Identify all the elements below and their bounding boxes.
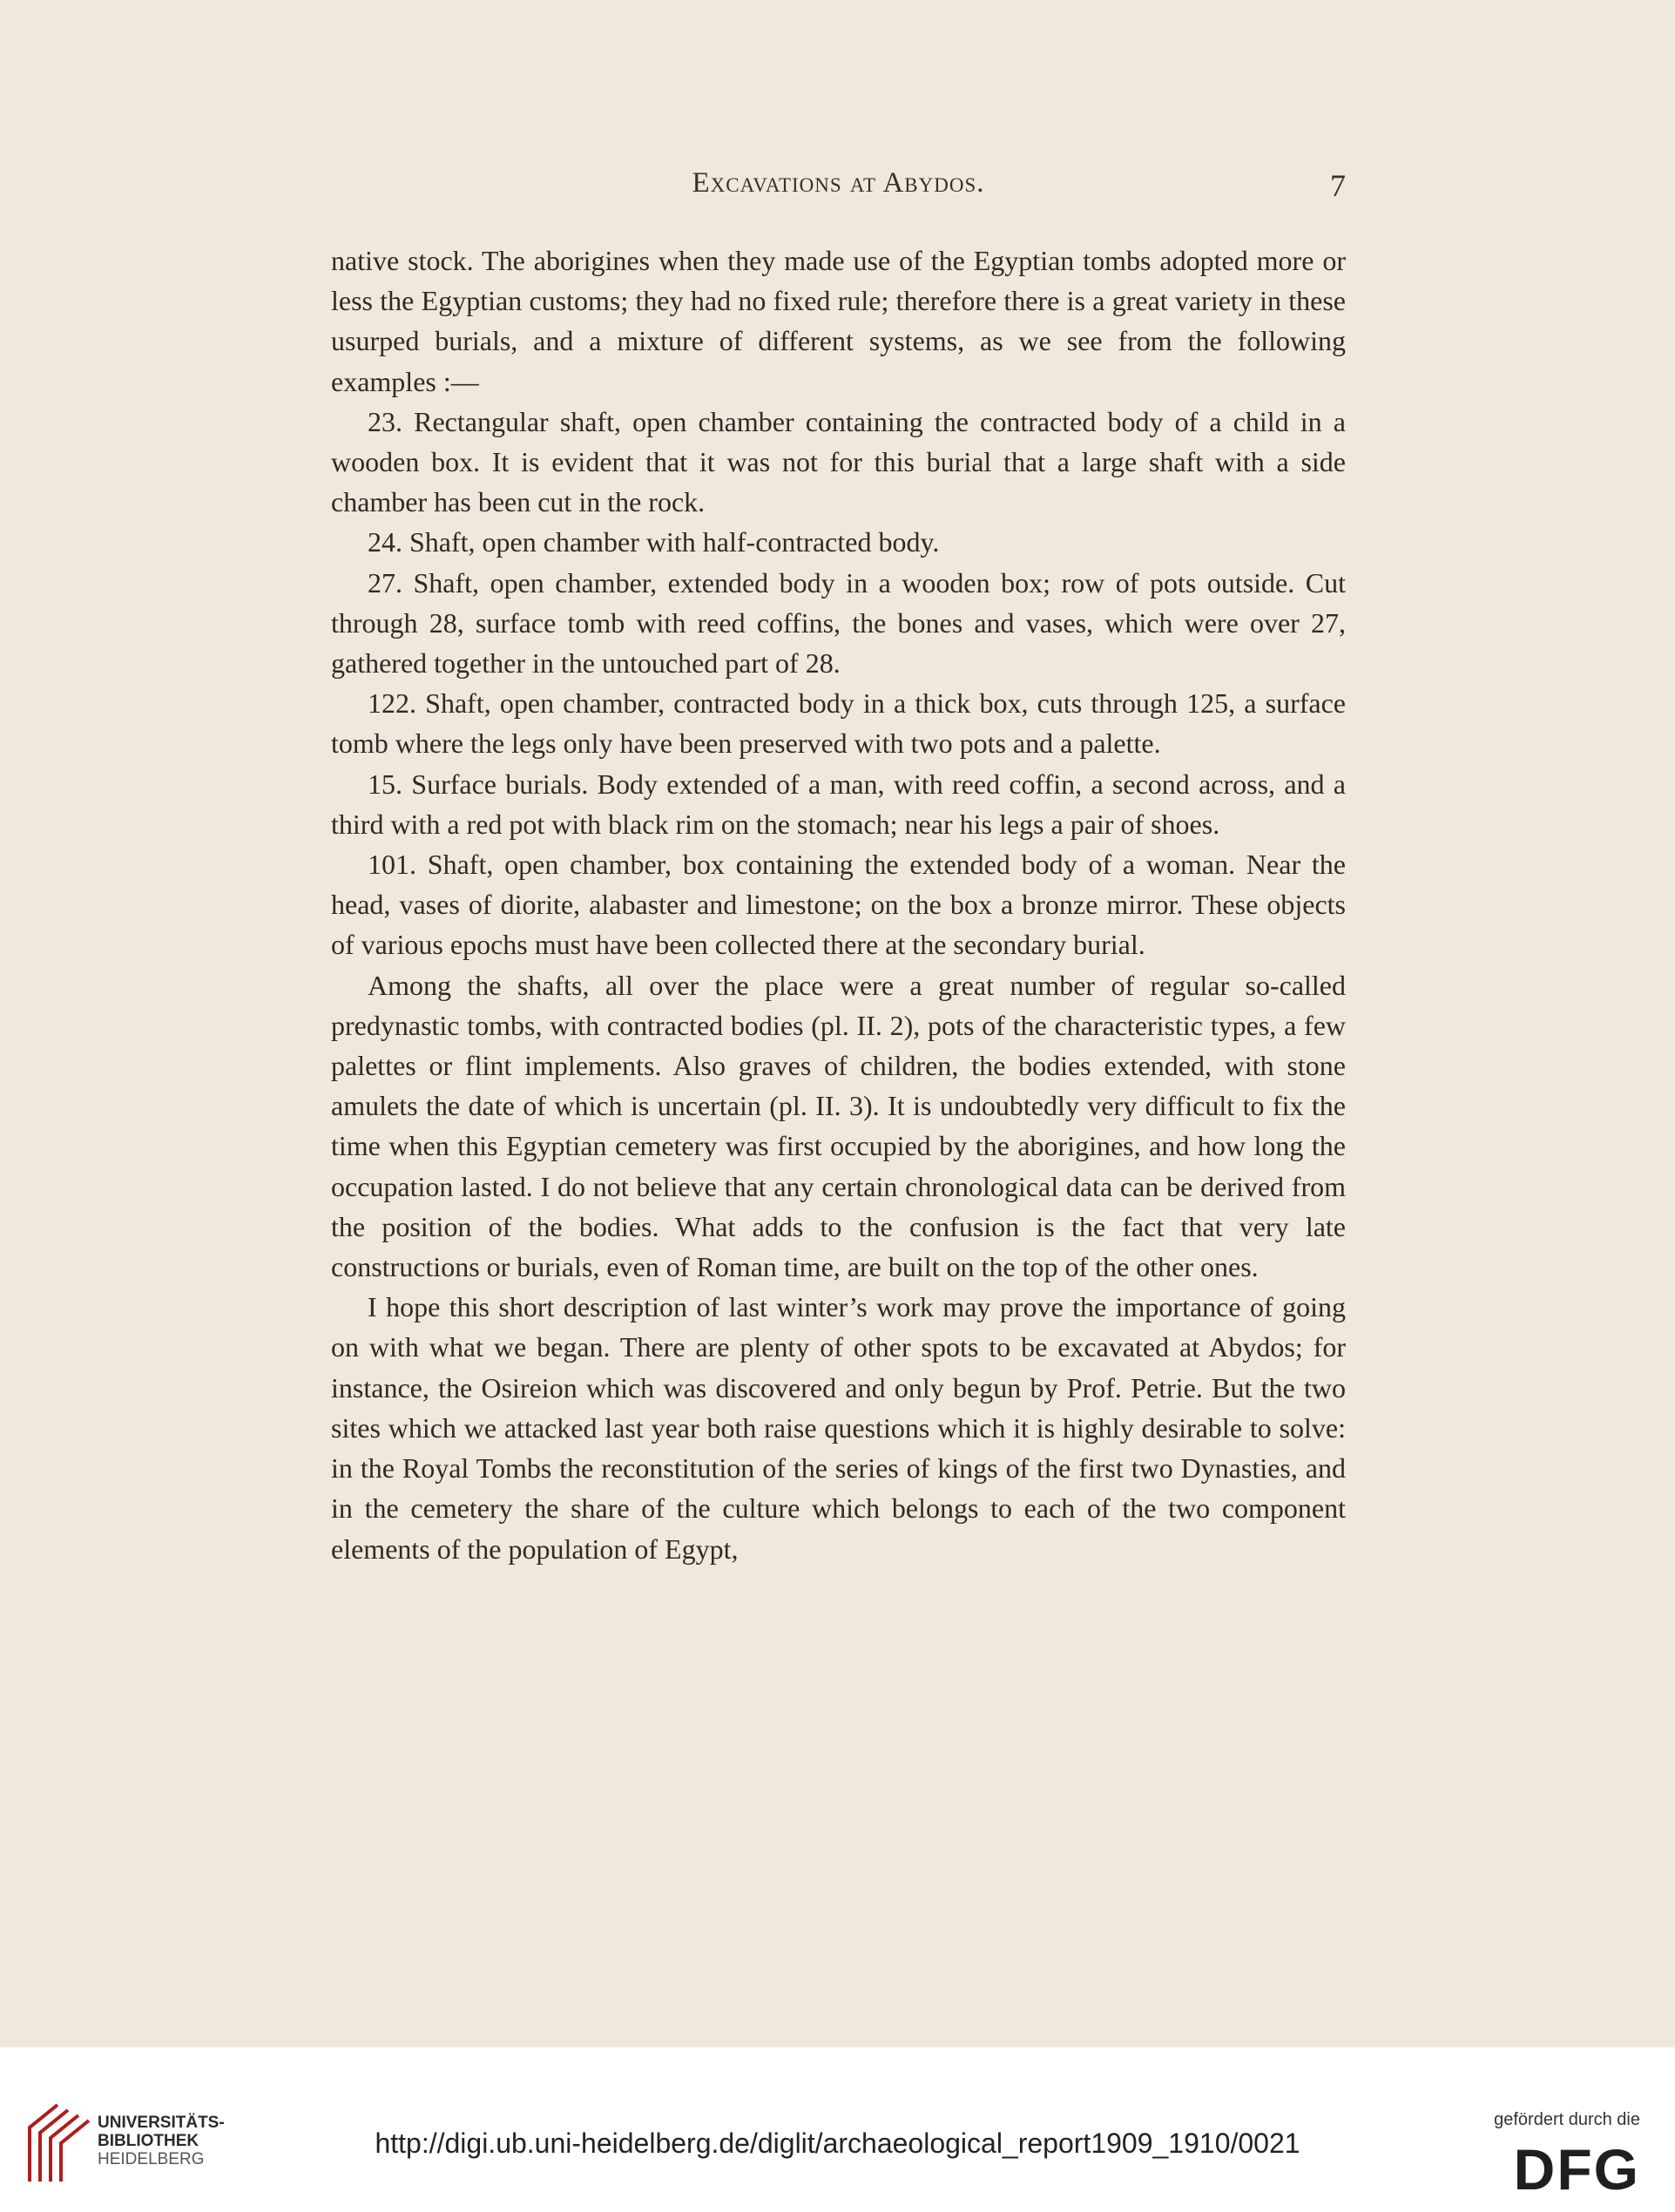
running-head bbox=[331, 167, 1346, 211]
dfg-logo: DFG bbox=[1513, 2137, 1640, 2202]
digitization-footer bbox=[0, 2047, 1675, 2212]
paragraph: Among the shafts, all over the place were a great number of regular so-called predynastic tombs, with contracted bodies (pl. II. 2), pots of the characteristic types, a few palettes or flint implements. Also graves of children, the bodies extended, with stone amulets the date of which is uncertain (pl. II. 3). It is undoubtedly very difficult to fix the time when this Egyptian cemetery was first occupied by the aborigines, and how long the occupation lasted. I do not believe that any certain chronological data can be derived from the position of the bodies. What adds to the confusion is the fact that very late constructions or burials, even of Roman time, are built on the top of the other ones. bbox=[331, 969, 1346, 1283]
paragraph: 15. Surface burials. Body extended of a man, with reed coffin, a second across, and a third with a red pot with black rim on the stomach; near his legs a pair of shoes. bbox=[331, 768, 1346, 840]
paragraph: 101. Shaft, open chamber, box containing the extended body of a woman. Near the head, vases of diorite, alabaster and limestone; on the box a bronze mirror. These objects of various epochs must have been collected there at the secondary burial. bbox=[331, 849, 1346, 961]
paragraph: 27. Shaft, open chamber, extended body in a wooden box; row of pots outside. Cut through 28, surface tomb with reed coffins, the bones and vases, which were over 27, gathered together in the untouched part of 28. bbox=[331, 566, 1346, 680]
paragraph: 122. Shaft, open chamber, contracted body in a thick box, cuts through 125, a surface tomb where the legs only have been preserved with two pots and a palette. bbox=[331, 687, 1346, 760]
paragraph: I hope this short description of last winter’s work may prove the importance of going on with what we began. There are plenty of other spots to be excavated at Abydos; for instance, the Osireion which was discovered and only begun by Prof. Petrie. But the two sites which we attacked last year both raise questions which it is highly desirable to solve: in the Royal Tombs the reconstitution of the series of kings of the first two Dynasties, and in the cemetery the share of the culture which belongs to each of the two component elements of the population of Egypt, bbox=[331, 1291, 1346, 1565]
paragraph: 24. Shaft, open chamber with half-contracted body. bbox=[368, 526, 940, 558]
library-name-line: BIBLIOTHEK bbox=[98, 2132, 199, 2150]
library-name-line: UNIVERSITÄTS- bbox=[98, 2114, 225, 2132]
library-name-line: HEIDELBERG bbox=[98, 2150, 205, 2168]
funder-label: gefördert durch die bbox=[1494, 2110, 1640, 2129]
paragraph: native stock. The aborigines when they made use of the Egyptian tombs adopted more or less the Egyptian customs; they had no fixed rule; therefore there is a great variety in these usurped burials, and a mixture of different systems, as we see from the following examples :— bbox=[331, 245, 1346, 397]
running-title: Excavations at Abydos. bbox=[692, 167, 985, 199]
body-text bbox=[331, 240, 1346, 1569]
permalink-url[interactable]: http://digi.ub.uni-heidelberg.de/diglit/archaeological_report1909_1910/0021 bbox=[375, 2127, 1300, 2159]
page-number: 7 bbox=[1330, 168, 1346, 203]
paragraph: 23. Rectangular shaft, open chamber containing the contracted body of a child in a wooden box. It is evident that it was not for this burial that a large shaft with a side chamber has been cut in the rock. bbox=[331, 405, 1346, 518]
